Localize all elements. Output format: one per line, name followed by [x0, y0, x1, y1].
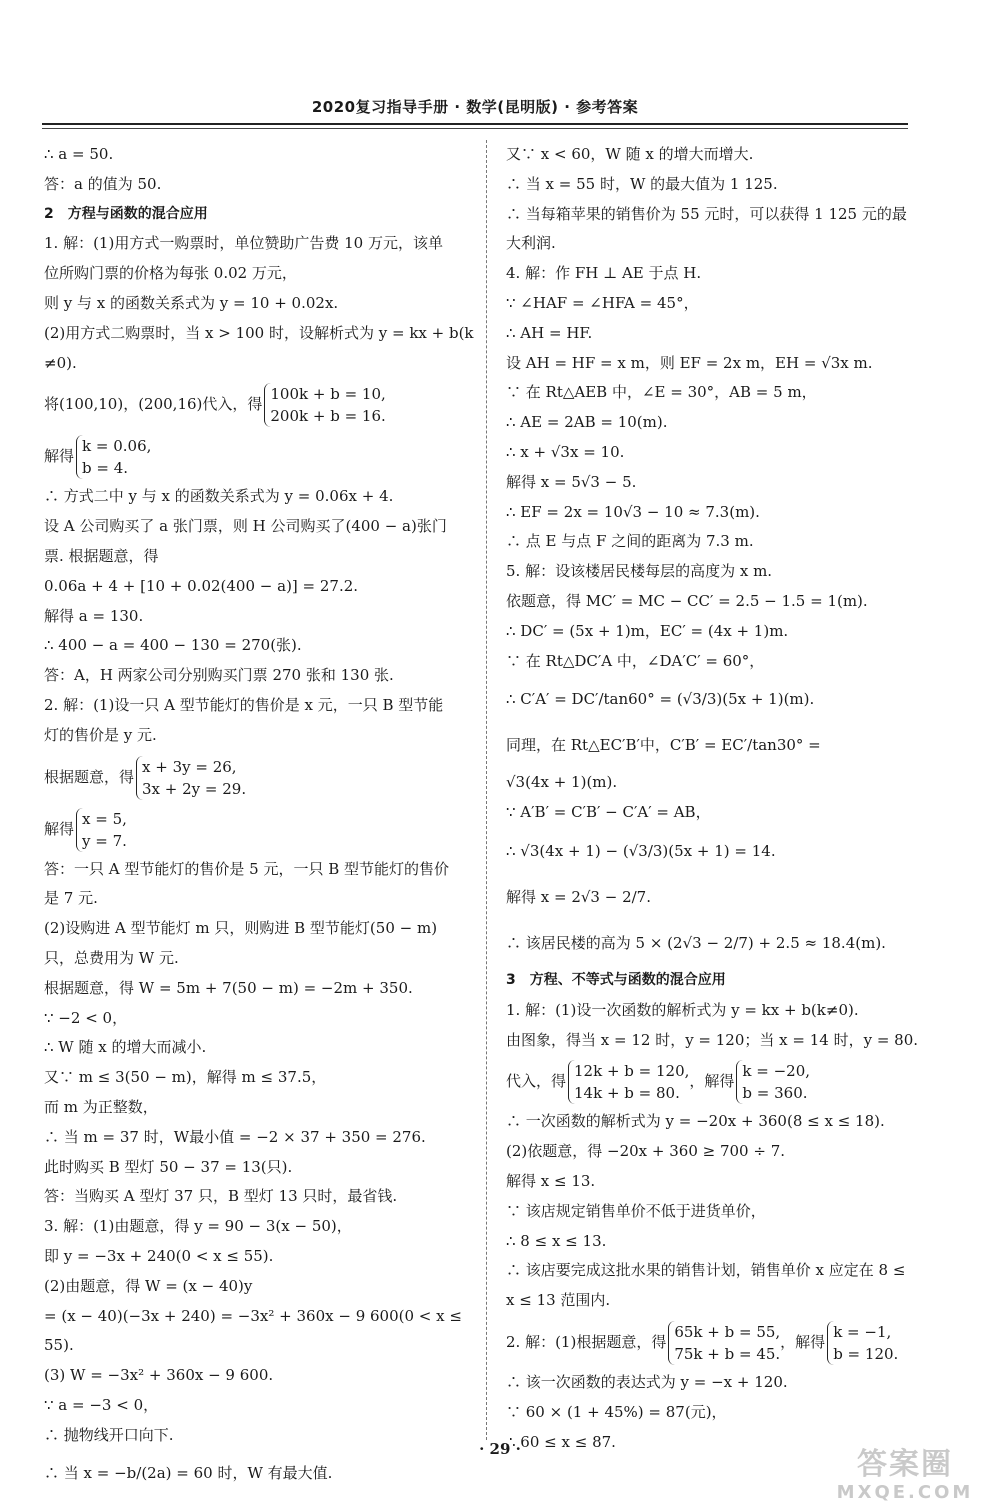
- text-line: [44, 1242, 482, 1272]
- line-text: ∴ W 随 x 的增大而减小.: [44, 1038, 207, 1057]
- line-text: ∴ AE = 2AB = 10(m).: [506, 413, 668, 432]
- line-text: 答：A，H 两家公司分别购买门票 270 张和 130 张.: [44, 666, 394, 685]
- line-text: ，解得: [780, 1332, 826, 1351]
- line-text: ∴ 该店要完成这批水果的销售计划，销售单价 x 应定在 8 ≤: [506, 1261, 906, 1280]
- section-heading: [506, 966, 944, 996]
- text-line: [506, 722, 944, 768]
- line-text: ∴ EF = 2x = 10√3 − 10 ≈ 7.3(m).: [506, 502, 760, 521]
- line-text: 答：a 的值为 50.: [44, 174, 162, 193]
- equation-line: x + 3y = 26,: [142, 757, 237, 776]
- text-line: [506, 587, 944, 617]
- text-line: [44, 1093, 482, 1123]
- line-text: ∴ 抛物线开口向下.: [44, 1425, 174, 1444]
- equation-system: [736, 1060, 810, 1104]
- line-text: ∵ 60 × (1 + 45%) = 87(元)，: [506, 1402, 727, 1421]
- line-text: 答：当购买 A 型灯 37 只，B 型灯 13 只时，最省钱.: [44, 1187, 398, 1206]
- line-text: ∴ AH = HF.: [506, 323, 593, 342]
- text-line: [506, 1227, 944, 1257]
- equation-line: k = −1,: [833, 1322, 892, 1341]
- line-text: 1. 解：(1)设一次函数的解析式为 y = kx + b(k≠0).: [506, 1000, 859, 1019]
- line-text: ∵ 在 Rt△AEB 中，∠E = 30°，AB = 5 m，: [506, 383, 817, 402]
- line-text: ∴ 8 ≤ x ≤ 13.: [506, 1231, 607, 1250]
- text-line: [506, 920, 944, 966]
- line-text: 55).: [44, 1336, 74, 1355]
- text-line: [506, 676, 944, 722]
- equation-system: [76, 435, 151, 479]
- equation-line: 65k + b = 55,: [674, 1322, 781, 1341]
- text-line: [506, 1107, 944, 1137]
- header-rule-thin: [42, 128, 908, 129]
- column-divider: [486, 140, 487, 1440]
- equation-line: b = 4.: [82, 459, 129, 478]
- text-line: [44, 661, 482, 691]
- text-line: [506, 996, 944, 1026]
- text-line: [506, 874, 944, 920]
- text-line: [506, 200, 944, 230]
- text-line: [44, 1182, 482, 1212]
- line-text: ∴ x + √3x = 10.: [506, 442, 625, 461]
- line-text: (2)用方式二购票时，当 x > 100 时，设解析式为 y = kx + b(k: [44, 323, 474, 342]
- text-line: [44, 1391, 482, 1421]
- line-text: 又∵ m ≤ 3(50 − m)，解得 m ≤ 37.5，: [44, 1068, 327, 1087]
- equation-line: y = 7.: [82, 831, 127, 850]
- text-line: [506, 1137, 944, 1167]
- line-text: 又∵ x < 60，W 随 x 的增大而增大.: [506, 145, 754, 163]
- text-line: [506, 408, 944, 438]
- text-line: [506, 557, 944, 587]
- line-text: ∴ 当每箱苹果的销售价为 55 元时，可以获得 1 125 元的最: [506, 204, 907, 223]
- text-line: [44, 803, 482, 855]
- text-line: [506, 140, 944, 170]
- text-line: [44, 631, 482, 661]
- line-text: 1. 解：(1)用方式一购票时，单位赞助广告费 10 万元，该单: [44, 234, 443, 253]
- line-text: 解得 a = 130.: [44, 606, 144, 625]
- line-text: ∵ a = −3 < 0，: [44, 1395, 159, 1414]
- line-text: (2)设购进 A 型节能灯 m 只，则购进 B 型节能灯(50 − m): [44, 919, 438, 938]
- equation-line: 200k + b = 16.: [270, 407, 386, 426]
- equation-system: [827, 1321, 898, 1365]
- line-text: 即 y = −3x + 240(0 < x ≤ 55).: [44, 1246, 274, 1265]
- text-line: [44, 378, 482, 430]
- line-text: ，解得: [689, 1072, 735, 1091]
- text-line: [506, 1316, 944, 1368]
- line-text: 4. 解：作 FH ⊥ AE 于点 H.: [506, 264, 702, 283]
- text-line: [506, 319, 944, 349]
- line-text: ∴ 60 ≤ x ≤ 87.: [506, 1432, 616, 1451]
- text-line: [44, 1272, 482, 1302]
- equation-system: [568, 1060, 689, 1104]
- equation-line: 12k + b = 120,: [574, 1062, 690, 1081]
- header-rule-thick: [42, 123, 908, 125]
- text-line: [44, 319, 482, 349]
- line-text: 由图象，得当 x = 12 时，y = 120；当 x = 14 时，y = 80.: [506, 1030, 919, 1049]
- line-text: 3. 解：(1)由题意，得 y = 90 − 3(x − 50)，: [44, 1217, 352, 1236]
- line-text: ∴ 该一次函数的表达式为 y = −x + 120.: [506, 1372, 788, 1391]
- text-line: [44, 259, 482, 289]
- text-line: [44, 602, 482, 632]
- line-text: ∴ 该居民楼的高为 5 × (2√3 − 2/7) + 2.5 ≈ 18.4(m).: [506, 933, 886, 952]
- equation-system: [264, 383, 385, 427]
- text-line: [44, 691, 482, 721]
- line-text: 大利润.: [506, 234, 556, 253]
- text-line: [506, 647, 944, 677]
- text-line: [44, 229, 482, 259]
- text-line: [44, 289, 482, 319]
- text-line: [44, 349, 482, 379]
- line-text: 而 m 为正整数，: [44, 1097, 158, 1116]
- line-text: 此时购买 B 型灯 50 − 37 = 13(只).: [44, 1157, 293, 1176]
- line-text: x ≤ 13 范围内.: [506, 1291, 611, 1310]
- text-line: [44, 1004, 482, 1034]
- equation-system: [136, 756, 246, 800]
- text-line: [506, 1197, 944, 1227]
- line-text: (2)依题意，得 −20x + 360 ≥ 700 ÷ 7.: [506, 1142, 786, 1161]
- text-line: [44, 1153, 482, 1183]
- equation-line: 100k + b = 10,: [270, 385, 386, 404]
- page-number: · 29 ·: [479, 1440, 521, 1458]
- equation-line: 75k + b = 45.: [674, 1344, 781, 1363]
- equation-system: [668, 1321, 780, 1365]
- text-line: [506, 527, 944, 557]
- text-line: [506, 1256, 944, 1286]
- line-text: 3 方程、不等式与函数的混合应用: [506, 971, 726, 988]
- text-line: [44, 1302, 482, 1332]
- line-text: 根据题意，得: [44, 767, 135, 786]
- text-line: [44, 572, 482, 602]
- equation-line: x = 5,: [82, 809, 127, 828]
- watermark-logo: [830, 1448, 980, 1506]
- text-line: [44, 512, 482, 542]
- equation-line: 14k + b = 80.: [574, 1084, 680, 1103]
- line-text: 2. 解：(1)设一只 A 型节能灯的售价是 x 元，一只 B 型节能: [44, 695, 444, 714]
- text-line: [44, 914, 482, 944]
- line-text: 解得: [44, 447, 75, 466]
- line-text: ∴ 点 E 与点 F 之间的距离为 7.3 m.: [506, 532, 754, 551]
- text-line: [506, 798, 944, 828]
- line-text: 依题意，得 MC′ = MC − CC′ = 2.5 − 1.5 = 1(m).: [506, 591, 868, 610]
- text-line: [44, 944, 482, 974]
- line-text: 解得 x ≤ 13.: [506, 1171, 596, 1190]
- line-text: ∵ −2 < 0，: [44, 1008, 128, 1027]
- line-text: 解得 x = 5√3 − 5.: [506, 472, 637, 491]
- line-text: ∴ 一次函数的解析式为 y = −20x + 360(8 ≤ x ≤ 18).: [506, 1112, 885, 1131]
- text-line: [506, 259, 944, 289]
- text-line: [506, 1368, 944, 1398]
- text-line: [506, 1026, 944, 1056]
- line-text: ≠0).: [44, 353, 77, 372]
- equation-line: b = 360.: [742, 1084, 808, 1103]
- text-line: [44, 482, 482, 512]
- text-line: [44, 170, 482, 200]
- line-text: 位所购门票的价格为每张 0.02 万元，: [44, 264, 297, 283]
- line-text: √3(4x + 1)(m).: [506, 773, 618, 792]
- text-line: [44, 1361, 482, 1391]
- line-text: 设 A 公司购买了 a 张门票，则 H 公司购买了(400 − a)张门: [44, 517, 447, 536]
- line-text: 解得 x = 2√3 − 2/7.: [506, 887, 651, 906]
- line-text: 解得: [44, 819, 75, 838]
- watermark-url: MXQE.COM: [836, 1482, 974, 1503]
- equation-line: 3x + 2y = 29.: [142, 779, 247, 798]
- text-line: [506, 1167, 944, 1197]
- line-text: ∴ C′A′ = DC′/tan60° = (√3/3)(5x + 1)(m).: [506, 690, 815, 709]
- line-text: ∴ 当 x = 55 时，W 的最大值为 1 125.: [506, 174, 778, 193]
- text-line: [506, 1286, 944, 1316]
- line-text: 5. 解：设该楼居民楼每层的高度为 x m.: [506, 562, 773, 581]
- line-text: ∴ √3(4x + 1) − (√3/3)(5x + 1) = 14.: [506, 841, 776, 860]
- equation-system: [76, 808, 127, 852]
- text-line: [506, 438, 944, 468]
- text-line: [44, 542, 482, 572]
- line-text: 设 AH = HF = x m，则 EF = 2x m，EH = √3x m.: [506, 353, 873, 372]
- text-line: [44, 430, 482, 482]
- line-text: 0.06a + 4 + [10 + 0.02(400 − a)] = 27.2.: [44, 576, 359, 595]
- line-text: ∵ 该店规定销售单价不低于进货单价，: [506, 1201, 766, 1220]
- line-text: ∴ 方式二中 y 与 x 的函数关系式为 y = 0.06x + 4.: [44, 487, 394, 506]
- text-line: [44, 1123, 482, 1153]
- line-text: ∴ DC′ = (5x + 1)m，EC′ = (4x + 1)m.: [506, 621, 789, 640]
- text-line: [506, 170, 944, 200]
- line-text: (2)由题意，得 W = (x − 40)y: [44, 1276, 253, 1295]
- line-text: 根据题意，得 W = 5m + 7(50 − m) = −2m + 350.: [44, 978, 413, 997]
- left-column: [44, 140, 482, 1496]
- line-text: ∴ 当 m = 37 时，W最小值 = −2 × 37 + 350 = 276.: [44, 1127, 426, 1146]
- line-text: = (x − 40)(−3x + 240) = −3x² + 360x − 9 600(0 < x ≤: [44, 1306, 462, 1325]
- text-line: [506, 617, 944, 647]
- text-line: [506, 229, 944, 259]
- text-line: [506, 378, 944, 408]
- text-line: [44, 884, 482, 914]
- line-text: 同理，在 Rt△EC′B′中，C′B′ = EC′/tan30° =: [506, 736, 821, 755]
- line-text: 灯的售价是 y 元.: [44, 725, 157, 744]
- line-text: ∴ 400 − a = 400 − 130 = 270(张).: [44, 636, 302, 655]
- line-text: 答：一只 A 型节能灯的售价是 5 元，一只 B 型节能灯的售价: [44, 859, 450, 878]
- line-text: 票. 根据题意，得: [44, 546, 159, 565]
- text-line: [44, 721, 482, 751]
- text-line: [44, 855, 482, 885]
- line-text: 2 方程与函数的混合应用: [44, 205, 208, 222]
- line-text: 只，总费用为 W 元.: [44, 948, 179, 967]
- text-line: [44, 1212, 482, 1242]
- line-text: ∵ A′B′ = C′B′ − C′A′ = AB，: [506, 803, 711, 822]
- text-line: [506, 349, 944, 379]
- text-line: [44, 1063, 482, 1093]
- text-line: [506, 498, 944, 528]
- watermark-text: 答案圈: [857, 1447, 953, 1482]
- line-text: 则 y 与 x 的函数关系式为 y = 10 + 0.02x.: [44, 293, 339, 312]
- section-heading: [44, 200, 482, 230]
- page-header: 2020复习指导手册 · 数学(昆明版) · 参考答案: [311, 98, 639, 116]
- line-text: ∴ 当 x = −b/(2a) = 60 时，W 有最大值.: [44, 1464, 333, 1483]
- text-line: [44, 751, 482, 803]
- line-text: ∵ ∠HAF = ∠HFA = 45°，: [506, 293, 699, 312]
- text-line: [506, 1055, 944, 1107]
- line-text: (3) W = −3x² + 360x − 9 600.: [44, 1366, 274, 1385]
- line-text: 2. 解：(1)根据题意，得: [506, 1332, 667, 1351]
- line-text: 是 7 元.: [44, 889, 98, 908]
- text-line: [506, 468, 944, 498]
- text-line: [44, 140, 482, 170]
- text-line: [506, 289, 944, 319]
- text-line: [506, 768, 944, 798]
- line-text: 将(100,10)，(200,16)代入，得: [44, 395, 263, 414]
- equation-line: k = −20,: [742, 1062, 811, 1081]
- line-text: ∵ 在 Rt△DC′A 中，∠DA′C′ = 60°，: [506, 651, 765, 670]
- text-line: [44, 974, 482, 1004]
- line-text: ∴ a = 50.: [44, 145, 114, 163]
- text-line: [44, 1033, 482, 1063]
- right-column: [506, 140, 944, 1457]
- text-line: [506, 828, 944, 874]
- text-line: [506, 1398, 944, 1428]
- text-line: [44, 1331, 482, 1361]
- line-text: 代入，得: [506, 1072, 567, 1091]
- equation-line: b = 120.: [833, 1344, 899, 1363]
- equation-line: k = 0.06,: [82, 437, 152, 456]
